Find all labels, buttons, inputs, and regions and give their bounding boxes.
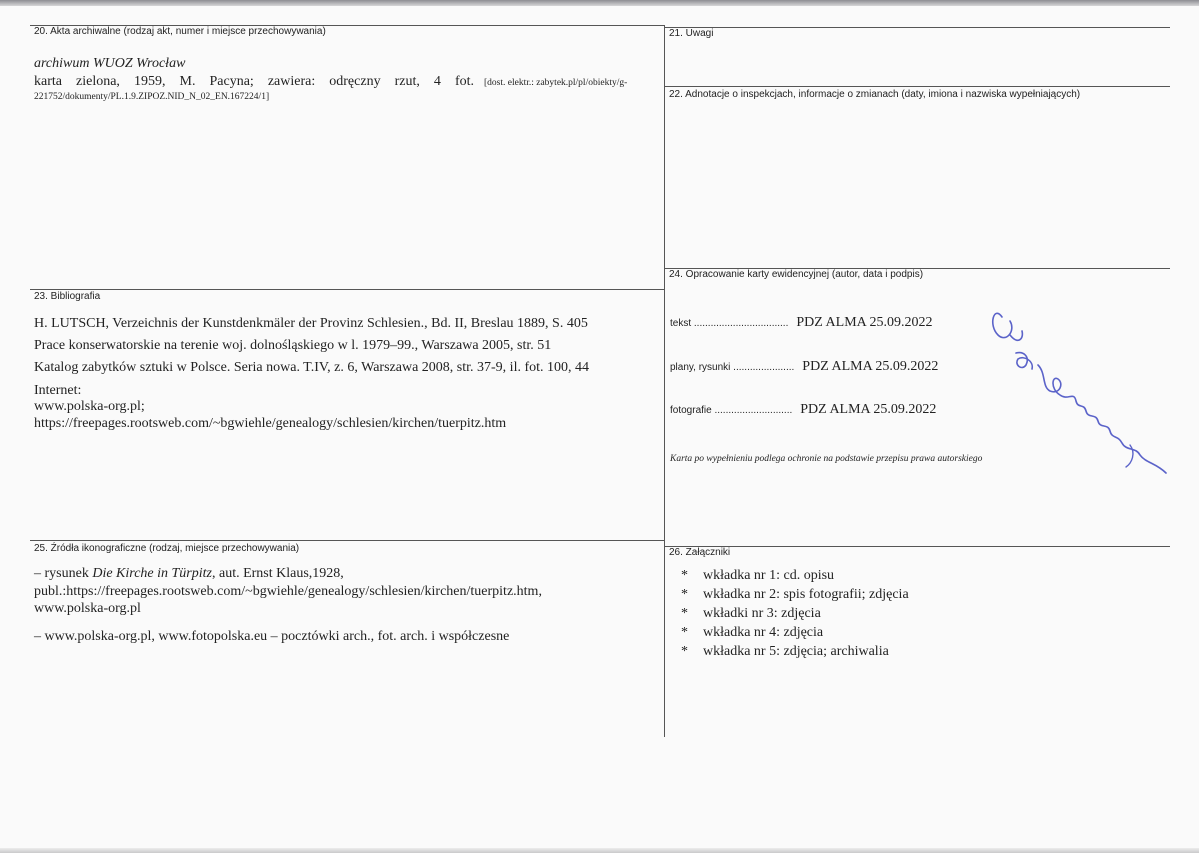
section-23-label: 23. Bibliografia [34,291,101,302]
rule-24-26 [665,546,1170,547]
iconography-prefix: – rysunek [34,566,93,581]
scan-edge-top [0,0,1199,6]
attachment-label: wkładki nr 3: zdjęcia [703,606,821,621]
author-row-text-label: tekst .................................. [670,318,789,329]
section-21-label: 21. Uwagi [669,28,714,39]
author-row-text [670,313,932,331]
attachment-item [681,642,909,661]
section-20-label: 20. Akta archiwalne (rodzaj akt, numer i miejsce przechowywania) [34,26,326,37]
author-row-plans-label: plany, rysunki ...................... [670,362,795,373]
section-22-label: 22. Adnotacje o inspekcjach, informacje o zmianach (daty, imiona i nazwiska wypełniających) [669,89,1081,100]
attachment-item [681,604,909,623]
bullet-icon: * [681,587,688,602]
attachments-list [681,566,909,661]
archive-record-line [34,73,474,90]
handwritten-signature [980,295,1170,480]
archive-name: archiwum WUOZ Wrocław [34,56,186,71]
bibliography-link[interactable]: www.polska-org.pl; [34,399,145,414]
author-row-photos [670,400,936,418]
bullet-icon: * [681,625,688,640]
iconography-item-drawing [34,565,344,582]
attachment-item [681,566,909,585]
archive-link-part1: [dost. elektr.: zabytek.pl/pl/obiekty/g- [484,78,628,88]
author-row-photos-value: PDZ ALMA 25.09.2022 [800,402,937,417]
bibliography-item: Katalog zabytków sztuki w Polsce. Seria nowa. T.IV, z. 6, Warszawa 2008, str. 37-9, il. fot. 100, 44 [34,360,590,375]
attachment-label: wkładka nr 5: zdjęcia; archiwalia [703,644,889,659]
bullet-icon: * [681,644,688,659]
internet-label: Internet: [34,383,82,398]
rule-top-right [665,27,1170,28]
attachment-label: wkładka nr 2: spis fotografii; zdjęcia [703,587,909,602]
rule-center [664,25,665,737]
attachment-item [681,623,909,642]
rule-20-23 [30,289,665,290]
section-26-label: 26. Załączniki [669,547,731,558]
section-24-label: 24. Opracowanie karty ewidencyjnej (autor, data i podpis) [669,269,924,280]
iconography-link[interactable]: www.polska-org.pl [34,601,141,616]
copyright-note: Karta po wypełnieniu podlega ochronie na podstawie przepisu prawa autorskiego [670,454,983,464]
bibliography-link[interactable]: https://freepages.rootsweb.com/~bgwiehle/genealogy/schlesien/kirchen/tuerpitz.htm [34,416,507,431]
rule-23-25 [30,540,665,541]
rule-21-22 [665,86,1170,87]
author-row-plans-value: PDZ ALMA 25.09.2022 [802,359,939,374]
author-row-photos-label: fotografie ............................ [670,405,793,416]
section-25-label: 25. Źródła ikonograficzne (rodzaj, miejsce przechowywania) [34,543,300,554]
attachment-item [681,585,909,604]
author-row-text-value: PDZ ALMA 25.09.2022 [796,315,933,330]
scan-edge-bottom [0,848,1199,853]
bibliography-item: Prace konserwatorskie na terenie woj. dolnośląskiego w l. 1979–99., Warszawa 2005, str. 51 [34,338,552,353]
attachment-label: wkładka nr 1: cd. opisu [703,568,835,583]
iconography-link[interactable]: publ.:https://freepages.rootsweb.com/~bgwiehle/genealogy/schlesien/kirchen/tuerpitz.htm, [34,584,542,599]
bibliography-item: H. LUTSCH, Verzeichnis der Kunstdenkmäler der Provinz Schlesien., Bd. II, Breslau 1889, S. 405 [34,316,588,331]
author-row-plans [670,357,938,375]
iconography-suffix: , aut. Ernst Klaus,1928, [211,566,344,581]
bullet-icon: * [681,568,688,583]
attachment-label: wkładka nr 4: zdjęcia [703,625,824,640]
iconography-item-postcards: – www.polska-org.pl, www.fotopolska.eu – pocztówki arch., fot. arch. i współczesne [34,629,510,644]
iconography-title: Die Kirche in Türpitz [92,566,212,581]
archive-link-part2: 221752/dokumenty/PL.1.9.ZIPOZ.NID_N_02_EN.167224/1] [34,92,270,102]
archive-record-text: karta zielona, 1959, M. Pacyna; zawiera: odręczny rzut, 4 fot. [34,74,474,89]
bullet-icon: * [681,606,688,621]
